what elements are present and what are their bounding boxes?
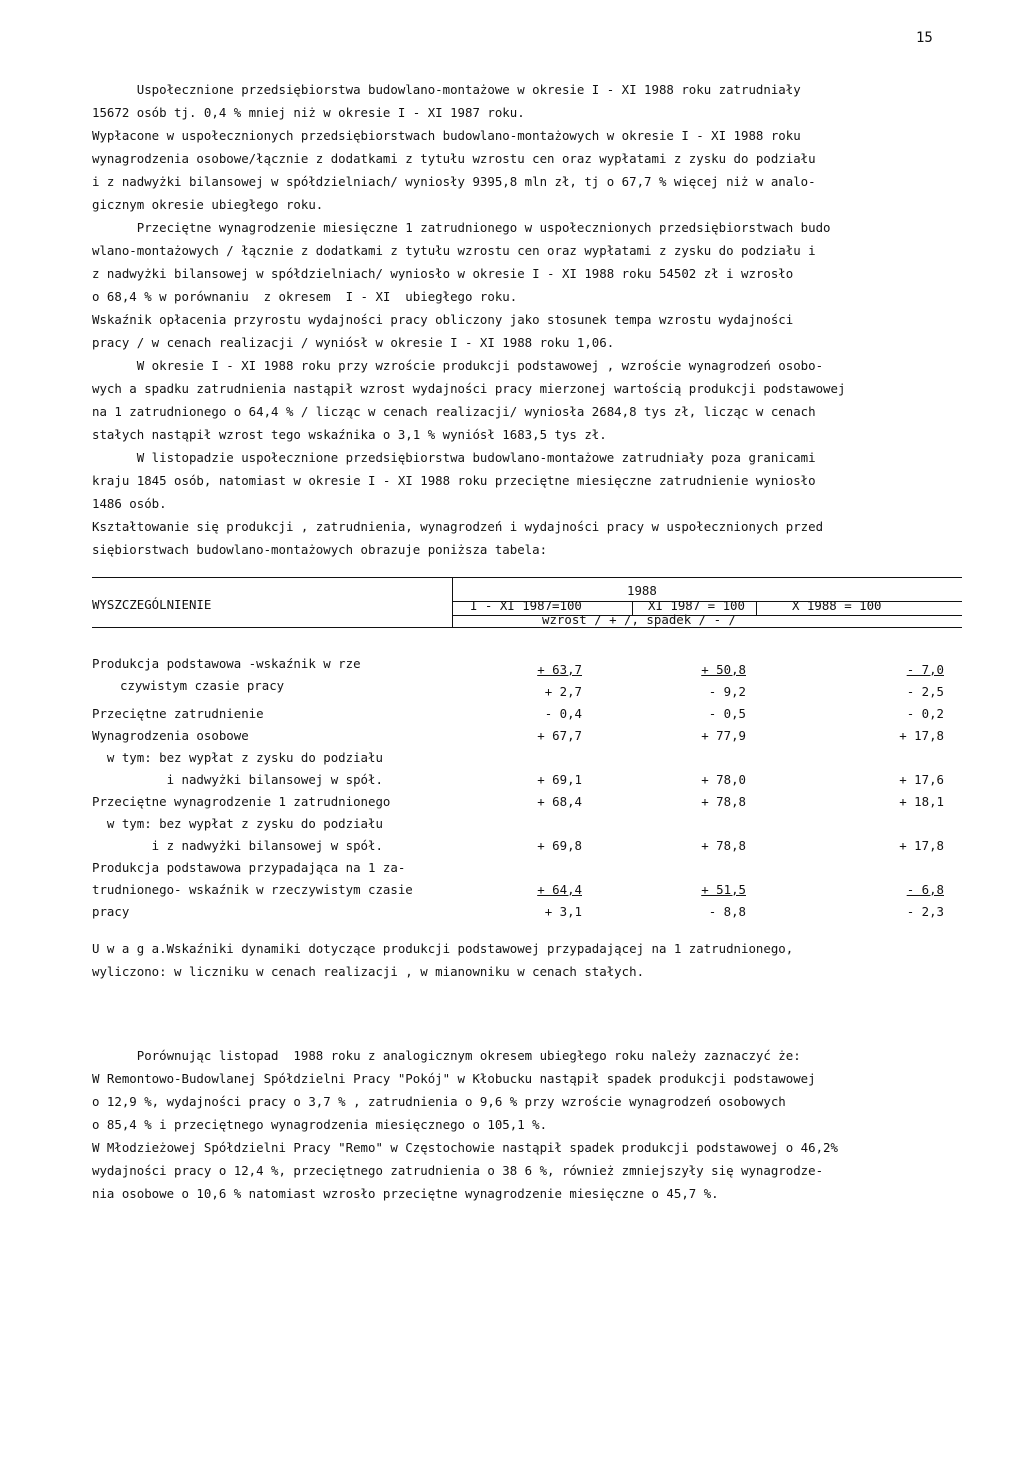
table-cell: + 17,6 — [899, 772, 944, 787]
table-cell: + 77,9 — [701, 728, 746, 743]
text-line: W Młodzieżowej Spółdzielni Pracy "Remo" w Częstochowie nastąpił spadek produkcji podstawowej o 46,2% — [92, 1140, 838, 1155]
table-cell: + 78,0 — [701, 772, 746, 787]
page-number: 15 — [916, 30, 933, 46]
text-line: Kształtowanie się produkcji , zatrudnienia, wynagrodzeń i wydajności pracy w uspołecznionych przed — [92, 519, 824, 534]
table-cell: + 51,5 — [701, 882, 746, 897]
text-line: W okresie I - XI 1988 roku przy wzroście produkcji podstawowej , wzroście wynagrodzeń osobo- — [92, 358, 824, 373]
text-line: Przeciętne wynagrodzenie miesięczne 1 zatrudnionego w uspołecznionych przedsiębiorstwach budo — [92, 220, 831, 235]
text-line: Uspołecznione przedsiębiorstwa budowlano-montażowe w okresie I - XI 1988 roku zatrudniały — [92, 82, 801, 97]
table-cell: - 9,2 — [708, 684, 746, 699]
text-line: o 68,4 % w porównaniu z okresem I - XI ubiegłego roku. — [92, 289, 518, 304]
table-cell: + 50,8 — [701, 662, 746, 677]
table-column-divider — [452, 577, 453, 627]
table-cell: + 69,1 — [537, 772, 582, 787]
row-label: w tym: bez wypłat z zysku do podziału — [92, 750, 383, 765]
row-label: czywistym czasie pracy — [120, 678, 285, 693]
row-label: pracy — [92, 904, 130, 919]
text-line: Wskaźnik opłacenia przyrostu wydajności pracy obliczony jako stosunek tempa wzrostu wydajności — [92, 312, 794, 327]
text-line: wyliczono: w liczniku w cenach realizacji , w mianowniku w cenach stałych. — [92, 964, 645, 979]
text-line: W Remontowo-Budowlanej Spółdzielni Pracy "Pokój" w Kłobucku nastąpił spadek produkcji podstawowej — [92, 1071, 816, 1086]
text-line: wydajności pracy o 12,4 %, przeciętnego zatrudnienia o 38 6 %, również zmniejszyły się wynagrodze- — [92, 1163, 824, 1178]
text-line: wlano-montażowych / łącznie z dodatkami z tytułu wzrostu cen oraz wypłatami z zysku do podziału i — [92, 243, 816, 258]
table-header-rule — [92, 627, 962, 628]
table-cell: - 2,3 — [906, 904, 944, 919]
text-line: U w a g a.Wskaźniki dynamiki dotyczące produkcji podstawowej przypadającej na 1 zatrudnionego, — [92, 941, 794, 956]
text-line: pracy / w cenach realizacji / wyniósł w okresie I - XI 1988 roku 1,06. — [92, 335, 615, 350]
table-cell: - 7,0 — [906, 662, 944, 677]
comparison-text — [92, 1044, 962, 1205]
table-cell: - 0,5 — [708, 706, 746, 721]
text-line: kraju 1845 osób, natomiast w okresie I - XI 1988 roku przeciętne miesięczne zatrudnienie wyniosło — [92, 473, 816, 488]
table-subheader: wzrost / + /, spadek / - / — [542, 612, 736, 627]
text-line: W listopadzie uspołecznione przedsiębiorstwa budowlano-montażowe zatrudniały poza granicami — [92, 450, 816, 465]
row-label: Produkcja podstawowa -wskaźnik w rze — [92, 656, 361, 671]
text-line: i z nadwyżki bilansowej w spółdzielniach/ wyniosły 9395,8 mln zł, tj o 67,7 % więcej niż w analo- — [92, 174, 816, 189]
text-line: z nadwyżki bilansowej w spółdzielniach/ wyniosło w okresie I - XI 1988 roku 54502 zł i wzrosło — [92, 266, 794, 281]
row-label: Produkcja podstawowa przypadająca na 1 za- — [92, 860, 406, 875]
table-column-divider — [756, 601, 757, 615]
table-cell: + 67,7 — [537, 728, 582, 743]
table-cell: + 17,8 — [899, 838, 944, 853]
row-label: trudnionego- wskaźnik w rzeczywistym czasie — [92, 882, 413, 897]
text-line: o 85,4 % i przeciętnego wynagrodzenia miesięcznego o 105,1 %. — [92, 1117, 548, 1132]
text-line: wynagrodzenia osobowe/łącznie z dodatkami z tytułu wzrostu cen oraz wypłatami z zysku do podziału — [92, 151, 816, 166]
text-line: nia osobowe o 10,6 % natomiast wzrosło przeciętne wynagrodzenie miesięczne o 45,7 %. — [92, 1186, 719, 1201]
table-cell: + 18,1 — [899, 794, 944, 809]
table-cell: - 2,5 — [906, 684, 944, 699]
text-line: 15672 osób tj. 0,4 % mniej niż w okresie I - XI 1987 roku. — [92, 105, 525, 120]
table-top-rule — [92, 577, 962, 578]
table-header-col2: XI 1987 = 100 — [648, 598, 745, 613]
table-cell: - 0,4 — [544, 706, 582, 721]
table-cell: - 6,8 — [906, 882, 944, 897]
intro-text — [92, 78, 962, 561]
table-cell: + 63,7 — [537, 662, 582, 677]
table-header-col3: X 1988 = 100 — [792, 598, 882, 613]
row-label: Przeciętne zatrudnienie — [92, 706, 264, 721]
text-line: Porównując listopad 1988 roku z analogicznym okresem ubiegłego roku należy zaznaczyć że: — [92, 1048, 801, 1063]
table-cell: - 8,8 — [708, 904, 746, 919]
row-label: i nadwyżki bilansowej w spół. — [92, 772, 383, 787]
text-line: siębiorstwach budowlano-montażowych obrazuje poniższa tabela: — [92, 542, 548, 557]
row-label: i z nadwyżki bilansowej w spół. — [92, 838, 383, 853]
table-cell: + 78,8 — [701, 838, 746, 853]
row-label: w tym: bez wypłat z zysku do podziału — [92, 816, 383, 831]
table-cell: + 69,8 — [537, 838, 582, 853]
statistics-table — [92, 567, 962, 932]
text-line: o 12,9 %, wydajności pracy o 3,7 % , zatrudnienia o 9,6 % przy wzroście wynagrodzeń osobowych — [92, 1094, 786, 1109]
table-header-label: WYSZCZEGÓLNIENIE — [92, 597, 212, 612]
text-line: na 1 zatrudnionego o 64,4 % / licząc w cenach realizacji/ wyniosła 2684,8 tys zł, licząc w cenach — [92, 404, 816, 419]
text-line: stałych nastąpił wzrost tego wskaźnika o 3,1 % wyniósł 1683,5 tys zł. — [92, 427, 607, 442]
row-label: Przeciętne wynagrodzenie 1 zatrudnionego — [92, 794, 391, 809]
table-header-col1: I - XI 1987=100 — [470, 598, 582, 613]
text-line: 1486 osób. — [92, 496, 167, 511]
table-cell: + 78,8 — [701, 794, 746, 809]
text-line: gicznym okresie ubiegłego roku. — [92, 197, 324, 212]
table-cell: + 68,4 — [537, 794, 582, 809]
table-cell: + 2,7 — [544, 684, 582, 699]
text-line: wych a spadku zatrudnienia nastąpił wzrost wydajności pracy mierzonej wartością produkcji podstawowej — [92, 381, 846, 396]
table-cell: + 64,4 — [537, 882, 582, 897]
table-note — [92, 937, 962, 983]
table-header-year: 1988 — [627, 583, 657, 598]
text-line: Wypłacone w uspołecznionych przedsiębiorstwach budowlano-montażowych w okresie I - XI 1988 roku — [92, 128, 801, 143]
row-label: Wynagrodzenia osobowe — [92, 728, 249, 743]
table-cell: + 3,1 — [544, 904, 582, 919]
table-cell: - 0,2 — [906, 706, 944, 721]
table-cell: + 17,8 — [899, 728, 944, 743]
